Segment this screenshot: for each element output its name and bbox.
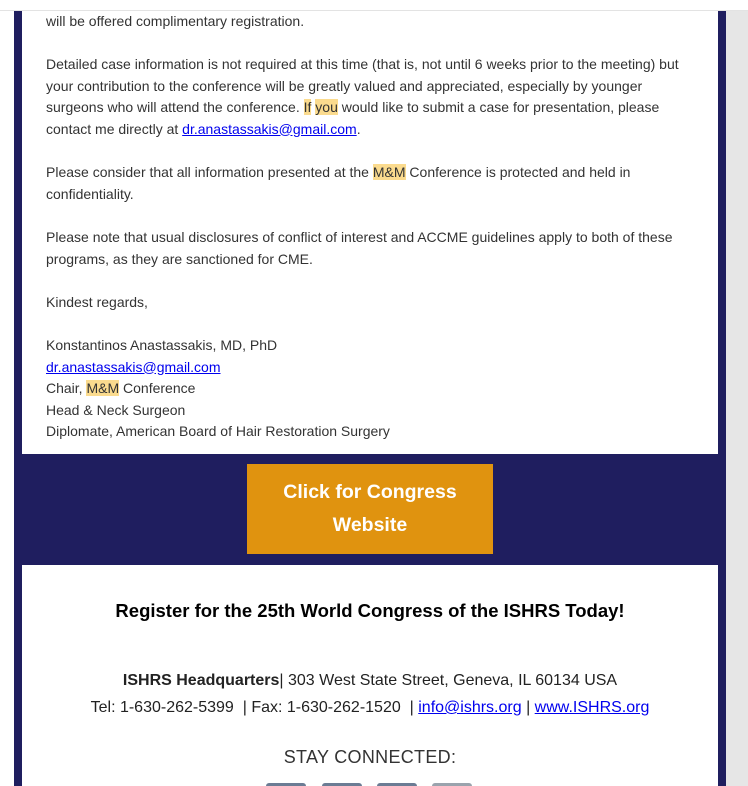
paragraph-text: will be offered complimentary registration. (46, 13, 305, 29)
search-highlight: M&M (372, 164, 406, 180)
paragraph-text: Conference is protected and held in confidentiality. (46, 164, 631, 202)
headquarters-line (22, 672, 718, 690)
paragraph-confidentiality (46, 162, 696, 205)
signature-text: Chair, (46, 380, 87, 396)
signature-email-link[interactable]: dr.anastassakis@gmail.com (46, 358, 221, 375)
signature-name: Konstantinos Anastassakis, MD, PhD (46, 337, 278, 353)
search-highlight: you (315, 99, 338, 115)
paragraph-text: . (356, 120, 361, 137)
signature-chair (46, 378, 696, 400)
signature-text: Conference (119, 380, 196, 396)
congress-website-button[interactable] (247, 464, 493, 554)
signature-block (46, 335, 696, 443)
congress-website-button-label: Click for Congress Website (283, 481, 457, 536)
separator: | (521, 699, 535, 716)
register-heading: Register for the 25th World Congress of the ISHRS Today! (115, 600, 625, 621)
window-top-edge (0, 0, 748, 11)
headquarters-address: | 303 West State Street, Geneva, IL 60134 USA (279, 672, 618, 689)
paragraph-disclosures (46, 227, 696, 270)
ishrs-website-link[interactable]: www.ISHRS.org (534, 699, 650, 716)
stay-connected-heading: STAY CONNECTED: (283, 747, 457, 767)
paragraph-text: would like to submit a case for presentation, please contact me directly at (46, 99, 660, 137)
contact-line (22, 699, 718, 717)
paragraph-text: Detailed case information is not required at this time (that is, not until 6 weeks prior to the meeting) but your contribution to the conference will be greatly valued and appreciated, especially by younger surgeons who will attend the conference. (46, 56, 679, 115)
headquarters-name: ISHRS Headquarters (122, 672, 280, 689)
closing-text: Kindest regards, (46, 294, 148, 310)
search-highlight: M&M (86, 380, 120, 396)
paragraph-complimentary (46, 11, 696, 33)
scroll-gutter (726, 11, 748, 786)
closing (46, 292, 696, 314)
search-highlight: If (303, 99, 312, 115)
signature-title: Head & Neck Surgeon (46, 401, 186, 418)
paragraph-text: Please consider that all information presented at the (46, 164, 373, 180)
contact-phone-fax: Tel: 1-630-262-5399 | Fax: 1-630-262-1520 | (90, 699, 419, 716)
ishrs-email-link[interactable]: info@ishrs.org (418, 699, 522, 716)
email-link[interactable]: dr.anastassakis@gmail.com (182, 120, 357, 137)
signature-diplomate: Diplomate, American Board of Hair Restoration Surgery (46, 423, 390, 439)
paragraph-text: Please note that usual disclosures of conflict of interest and ACCME guidelines apply to both of these programs, as they are sanctioned for CME. (46, 229, 673, 267)
paragraph-case-info (46, 54, 696, 140)
